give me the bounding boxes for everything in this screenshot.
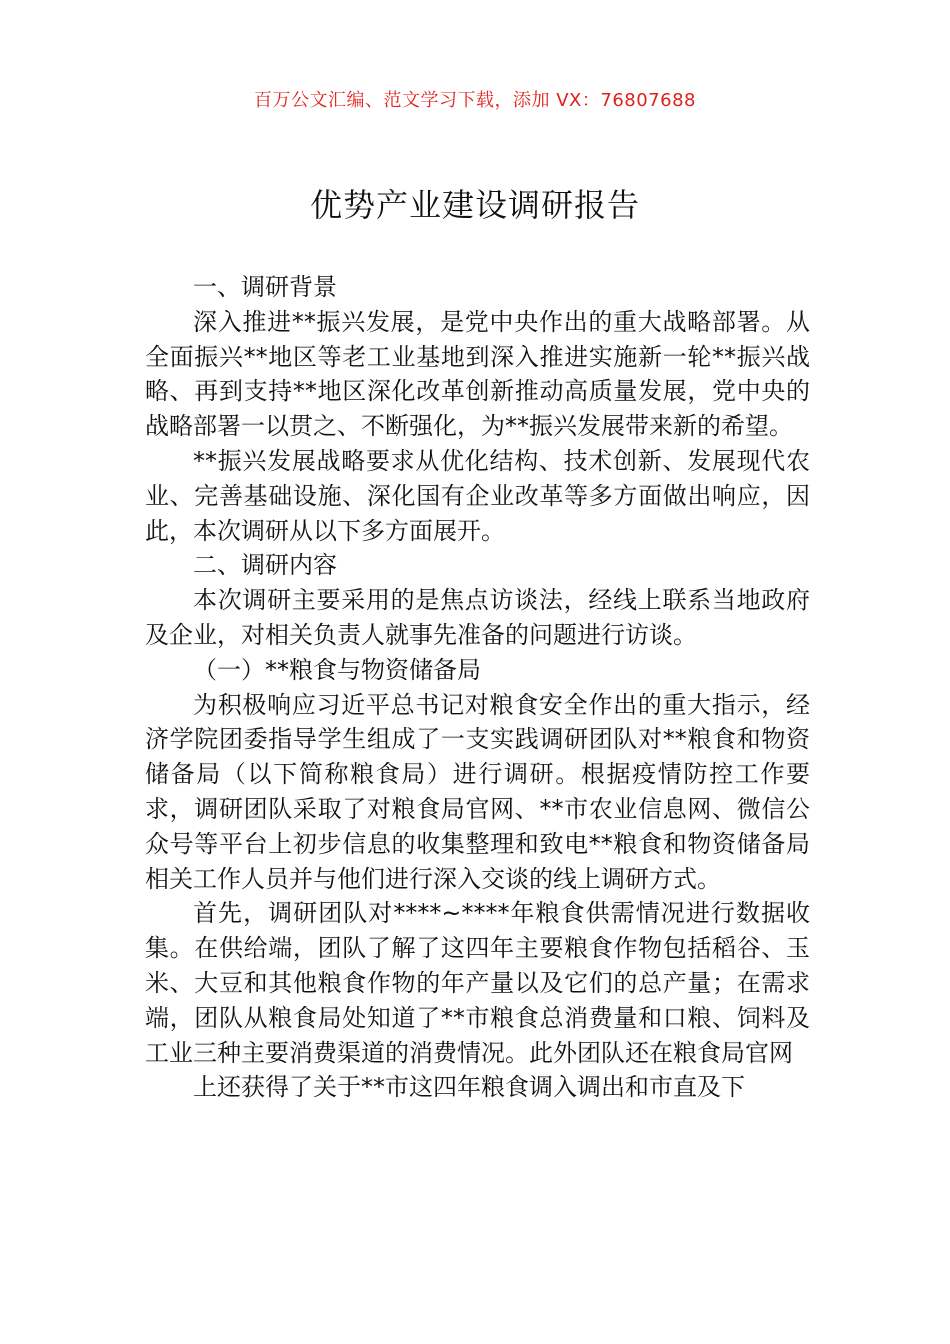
section-heading: 一、调研背景 — [193, 273, 337, 301]
document-title: 优势产业建设调研报告 — [309, 186, 640, 224]
paragraph: **振兴发展战略要求从优化结构、技术创新、发展现代农业、完善基础设施、深化国有企业改革等多方面做出响应，因此，本次调研从以下多方面展开。 — [145, 446, 810, 545]
paragraph: 上还获得了关于**市这四年粮食调入调出和市直及下 — [193, 1073, 745, 1102]
document-body — [145, 270, 810, 1105]
section-heading: 二、调研内容 — [193, 551, 337, 580]
header-notice: 百万公文汇编、范文学习下载，添加 VX：76807688 — [254, 90, 696, 111]
subsection-heading: （一）**粮食与物资储备局 — [193, 655, 481, 684]
paragraph: 深入推进**振兴发展，是党中央作出的重大战略部署。从全面振兴**地区等老工业基地到深入推进实施新一轮**振兴战略、再到支持**地区深化改革创新推动高质量发展，党中央的战略部署一以贯之、不断强化，为**振兴发展带来新的希望。 — [145, 307, 810, 441]
paragraph: 首先，调研团队对****~****年粮食供需情况进行数据收集。在供给端，团队了解了这四年主要粮食作物包括稻谷、玉米、大豆和其他粮食作物的年产量以及它们的总产量；在需求端，团队从粮食局处知道了**市粮食总消费量和口粮、饲料及工业三种主要消费渠道的消费情况。此外团队还在粮食局官网 — [145, 899, 810, 1067]
paragraph: 本次调研主要采用的是焦点访谈法，经线上联系当地政府及企业，对相关负责人就事先准备的问题进行访谈。 — [145, 586, 810, 649]
paragraph: 为积极响应习近平总书记对粮食安全作出的重大指示，经济学院团委指导学生组成了一支实践调研团队对**粮食和物资储备局（以下简称粮食局）进行调研。根据疫情防控工作要求，调研团队采取了对粮食局官网、**市农业信息网、微信公众号等平台上初步信息的收集整理和致电**粮食和物资储备局相关工作人员并与他们进行深入交谈的线上调研方式。 — [145, 690, 810, 893]
